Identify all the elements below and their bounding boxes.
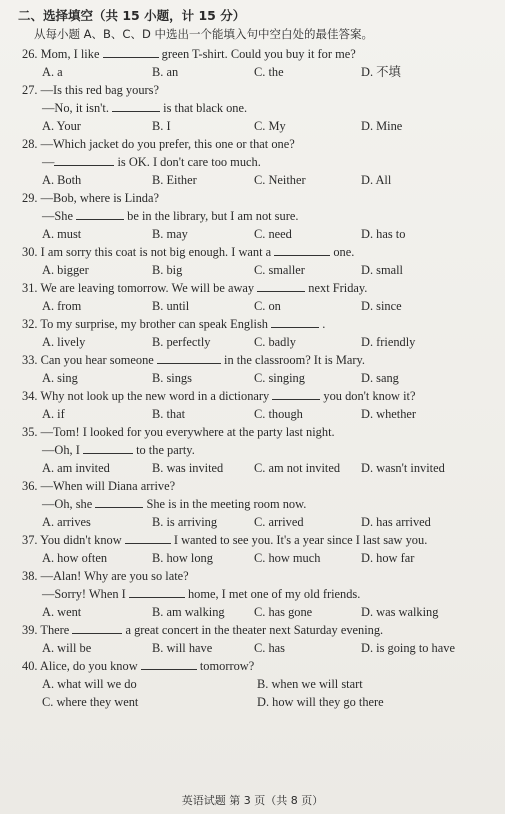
answer-option: C. arrived [254, 515, 304, 529]
stem-text: green T-shirt. Could you buy it for me? [158, 47, 356, 61]
stem-text: —Bob, where is Linda? [40, 191, 159, 205]
answer-options [22, 171, 495, 189]
question-stem [22, 567, 495, 585]
question-number: 40. [22, 659, 40, 673]
answer-options [22, 639, 495, 657]
question-number: 37. [22, 533, 41, 547]
answer-option: C. how much [254, 551, 321, 565]
stem-text: tomorrow? [196, 659, 255, 673]
stem-text: Alice, do you know [39, 659, 141, 673]
question-stem [22, 189, 495, 207]
stem-text: I am sorry this coat is not big enough. I want a [40, 245, 275, 259]
answer-option: B. was invited [152, 461, 224, 475]
question-number: 28. [22, 137, 41, 151]
question-number: 29. [22, 191, 41, 205]
stem-text: to the party. [132, 443, 195, 457]
answer-blank [129, 586, 185, 598]
question [22, 657, 495, 711]
answer-option: A. what will we do [42, 677, 137, 691]
answer-option: C. badly [254, 335, 296, 349]
answer-blank [112, 100, 160, 112]
question-stem [22, 423, 495, 441]
answer-option: D. Mine [361, 119, 403, 133]
stem-text: one. [330, 245, 355, 259]
question-stem [22, 279, 495, 297]
question-number: 33. [22, 353, 41, 367]
answer-options [22, 459, 495, 477]
question [22, 189, 495, 243]
answer-option: D. 不填 [361, 65, 401, 79]
answer-option: D. All [361, 173, 392, 187]
stem-text: We are leaving tomorrow. We will be away [40, 281, 258, 295]
answer-options [22, 549, 495, 567]
stem-text: There [40, 623, 73, 637]
question-stem [22, 531, 495, 549]
question-stem [22, 495, 495, 513]
answer-option: B. until [152, 299, 190, 313]
stem-text: —Sorry! When I [42, 587, 129, 601]
answer-blank [103, 46, 159, 58]
answer-option: D. wasn't invited [361, 461, 445, 475]
answer-option: B. perfectly [152, 335, 211, 349]
answer-option: B. that [152, 407, 186, 421]
stem-text: —Oh, she [42, 497, 96, 511]
answer-options [22, 63, 495, 81]
answer-blank [83, 442, 133, 454]
answer-option: B. sings [152, 371, 192, 385]
question-list [22, 45, 495, 711]
answer-option: A. from [42, 299, 82, 313]
question [22, 135, 495, 189]
answer-blank [157, 352, 221, 364]
answer-option: A. if [42, 407, 65, 421]
answer-option: A. must [42, 227, 82, 241]
answer-option: D. since [361, 299, 402, 313]
answer-options [22, 297, 495, 315]
answer-option: A. went [42, 605, 82, 619]
answer-options [22, 675, 495, 711]
stem-text: —Is this red bag yours? [40, 83, 159, 97]
answer-option: A. am invited [42, 461, 110, 475]
question-stem [22, 315, 495, 333]
stem-text: —No, it isn't. [42, 101, 113, 115]
answer-option: D. how will they go there [257, 695, 384, 709]
question-number: 32. [22, 317, 41, 331]
answer-option: C. has [254, 641, 285, 655]
question-stem [22, 351, 495, 369]
stem-text: is that black one. [160, 101, 248, 115]
answer-option: D. has arrived [361, 515, 431, 529]
question-stem [22, 657, 495, 675]
answer-blank [125, 532, 171, 544]
question [22, 81, 495, 135]
answer-option: B. may [152, 227, 188, 241]
answer-blank [54, 154, 114, 166]
question-number: 30. [22, 245, 41, 259]
answer-option: D. is going to have [361, 641, 455, 655]
question-stem [22, 45, 495, 63]
answer-option: A. a [42, 65, 63, 79]
question-stem [22, 135, 495, 153]
answer-option: B. is arriving [152, 515, 218, 529]
question [22, 279, 495, 315]
stem-text: —Alan! Why are you so late? [40, 569, 189, 583]
answer-option: C. though [254, 407, 303, 421]
answer-option: B. will have [152, 641, 213, 655]
answer-option: C. singing [254, 371, 305, 385]
question-stem [22, 153, 495, 171]
question-number: 27. [22, 83, 41, 97]
answer-options [22, 261, 495, 279]
stem-text: —When will Diana arrive? [40, 479, 176, 493]
answer-option: B. when we will start [257, 677, 363, 691]
stem-text: next Friday. [305, 281, 368, 295]
answer-option: A. Your [42, 119, 81, 133]
stem-text: — [42, 155, 55, 169]
question [22, 45, 495, 81]
question-stem [22, 441, 495, 459]
stem-text: you don't know it? [320, 389, 416, 403]
answer-options [22, 333, 495, 351]
answer-option: D. sang [361, 371, 399, 385]
answer-option: D. whether [361, 407, 417, 421]
answer-option: D. friendly [361, 335, 416, 349]
answer-option: C. on [254, 299, 281, 313]
stem-text: —Tom! I looked for you everywhere at the party last night. [40, 425, 335, 439]
question-number: 35. [22, 425, 41, 439]
answer-blank [141, 658, 197, 670]
stem-text: —Which jacket do you prefer, this one or that one? [40, 137, 295, 151]
answer-option: C. need [254, 227, 292, 241]
answer-blank [272, 388, 320, 400]
stem-text: a great concert in the theater next Saturday evening. [122, 623, 384, 637]
question-number: 34. [22, 389, 41, 403]
answer-options [22, 225, 495, 243]
answer-option: D. small [361, 263, 403, 277]
section-title: 二、选择填空（共 15 小题，计 15 分） [18, 8, 246, 23]
answer-options [22, 513, 495, 531]
question [22, 567, 495, 621]
stem-text: —Oh, I [42, 443, 83, 457]
answer-option: C. Neither [254, 173, 306, 187]
answer-option: A. will be [42, 641, 92, 655]
question [22, 243, 495, 279]
answer-blank [76, 208, 124, 220]
question [22, 387, 495, 423]
answer-options [22, 405, 495, 423]
answer-option: D. has to [361, 227, 406, 241]
answer-option: C. My [254, 119, 286, 133]
answer-option: A. how often [42, 551, 108, 565]
question [22, 351, 495, 387]
answer-option: B. an [152, 65, 179, 79]
answer-option: A. arrives [42, 515, 91, 529]
question-number: 39. [22, 623, 41, 637]
stem-text: in the classroom? It is Mary. [220, 353, 365, 367]
question-stem [22, 99, 495, 117]
answer-option: B. how long [152, 551, 213, 565]
question-stem [22, 477, 495, 495]
stem-text: To my surprise, my brother can speak English [40, 317, 272, 331]
stem-text: —She [42, 209, 77, 223]
question [22, 315, 495, 351]
answer-option: B. I [152, 119, 171, 133]
stem-text: be in the library, but I am not sure. [124, 209, 299, 223]
question [22, 423, 495, 477]
answer-option: C. where they went [42, 695, 139, 709]
page-footer: 英语试题 第 3 页（共 8 页） [181, 794, 324, 807]
answer-blank [95, 496, 143, 508]
question-stem [22, 585, 495, 603]
answer-option: A. lively [42, 335, 86, 349]
question [22, 621, 495, 657]
question-stem [22, 81, 495, 99]
answer-option: C. smaller [254, 263, 305, 277]
question-stem [22, 387, 495, 405]
question-number: 38. [22, 569, 41, 583]
section-instructions: 从每小题 A、B、C、D 中选出一个能填入句中空白处的最佳答案。 [34, 27, 373, 41]
stem-text: . [319, 317, 326, 331]
answer-blank [257, 280, 305, 292]
answer-option: B. am walking [152, 605, 225, 619]
stem-text: You didn't know [40, 533, 125, 547]
answer-blank [274, 244, 330, 256]
answer-option: D. how far [361, 551, 415, 565]
answer-option: A. Both [42, 173, 82, 187]
question-stem [22, 243, 495, 261]
answer-options [22, 117, 495, 135]
question-stem [22, 621, 495, 639]
question-number: 26. [22, 47, 41, 61]
answer-option: A. bigger [42, 263, 89, 277]
answer-option: D. was walking [361, 605, 439, 619]
stem-text: I wanted to see you. It's a year since I last saw you. [170, 533, 428, 547]
question-number: 31. [22, 281, 41, 295]
question-number: 36. [22, 479, 41, 493]
answer-option: B. Either [152, 173, 197, 187]
answer-option: C. the [254, 65, 284, 79]
stem-text: is OK. I don't care too much. [114, 155, 261, 169]
question [22, 477, 495, 531]
question-stem [22, 207, 495, 225]
stem-text: She is in the meeting room now. [143, 497, 307, 511]
answer-option: A. sing [42, 371, 78, 385]
stem-text: Mom, I like [40, 47, 103, 61]
stem-text: home, I met one of my old friends. [184, 587, 361, 601]
answer-blank [72, 622, 122, 634]
answer-blank [271, 316, 319, 328]
stem-text: Can you hear someone [40, 353, 157, 367]
answer-options [22, 603, 495, 621]
answer-options [22, 369, 495, 387]
answer-option: B. big [152, 263, 183, 277]
stem-text: Why not look up the new word in a dictionary [40, 389, 273, 403]
answer-option: C. am not invited [254, 461, 341, 475]
answer-option: C. has gone [254, 605, 313, 619]
question [22, 531, 495, 567]
